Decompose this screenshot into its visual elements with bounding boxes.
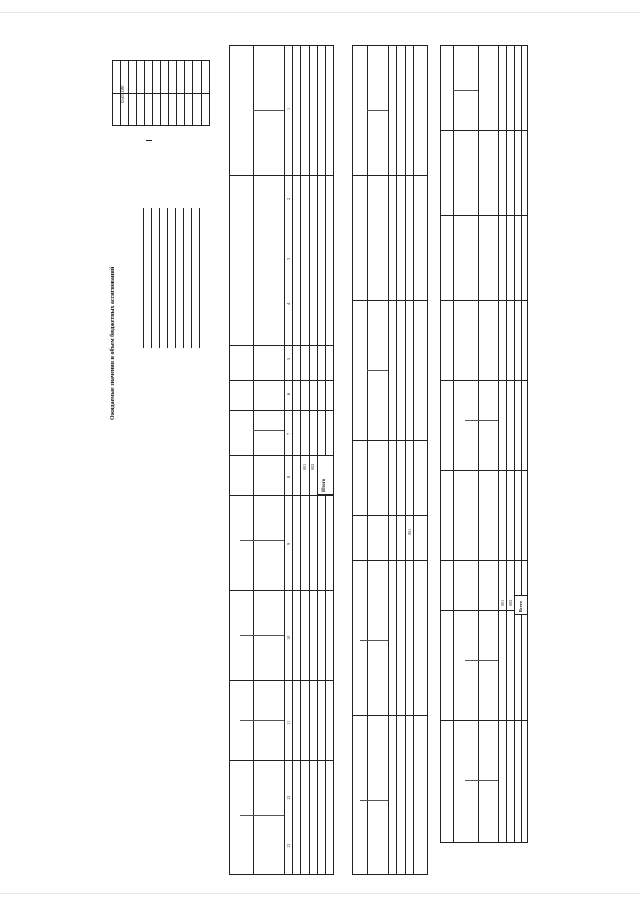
table-line bbox=[440, 470, 528, 471]
col-number: 8 bbox=[286, 475, 291, 478]
table-line bbox=[465, 780, 498, 781]
table-line bbox=[440, 720, 528, 721]
table-line bbox=[240, 720, 284, 721]
table-line bbox=[405, 45, 406, 875]
scan-edge bbox=[0, 893, 640, 894]
col-number: 7 bbox=[286, 432, 291, 435]
table-line bbox=[514, 45, 515, 843]
table-line bbox=[253, 430, 284, 431]
col-number: 1 bbox=[286, 107, 291, 110]
total-label: Итого bbox=[322, 478, 327, 492]
table-line bbox=[413, 45, 414, 875]
title-underline bbox=[146, 140, 152, 141]
table-line bbox=[229, 175, 334, 176]
field-line bbox=[191, 208, 192, 348]
table-line bbox=[352, 515, 428, 516]
field-line bbox=[167, 208, 168, 348]
table-line bbox=[229, 345, 334, 346]
field-line bbox=[175, 208, 176, 348]
table-line bbox=[292, 45, 293, 875]
table-line bbox=[367, 45, 368, 875]
document-title: Ожидаемые значения и объем бюджетных ассигнований bbox=[110, 266, 116, 420]
table-line bbox=[440, 215, 528, 216]
table-line bbox=[440, 380, 528, 381]
col-number: 11 bbox=[286, 720, 291, 725]
codes-col-line bbox=[112, 93, 210, 94]
row-code: 002 bbox=[508, 599, 513, 606]
table-line bbox=[229, 495, 334, 496]
col-number: 5 bbox=[286, 357, 291, 360]
table-line bbox=[440, 300, 528, 301]
table-line bbox=[352, 175, 428, 176]
col-number: 3 bbox=[286, 257, 291, 260]
row-code: 001 bbox=[302, 463, 307, 470]
table-line bbox=[360, 640, 388, 641]
table-line bbox=[352, 560, 428, 561]
col-number: 9 bbox=[286, 542, 291, 545]
scan-edge bbox=[0, 12, 640, 13]
field-line bbox=[159, 208, 160, 348]
table-line bbox=[240, 815, 284, 816]
table-line bbox=[453, 90, 478, 91]
field-line bbox=[183, 208, 184, 348]
table-line bbox=[440, 560, 528, 561]
table-line bbox=[253, 110, 284, 111]
table-line bbox=[229, 380, 334, 381]
table-line bbox=[440, 130, 528, 131]
table-line bbox=[478, 45, 479, 843]
table-line bbox=[240, 635, 284, 636]
col-number: 10 bbox=[286, 635, 291, 640]
col-number: 13 bbox=[286, 843, 291, 848]
row-code: 001 bbox=[407, 528, 412, 535]
table-line bbox=[229, 590, 334, 591]
table-line bbox=[352, 440, 428, 441]
col-number: 2 bbox=[286, 197, 291, 200]
field-line bbox=[143, 208, 144, 348]
table-line bbox=[521, 45, 522, 843]
table-line bbox=[360, 800, 388, 801]
table-line bbox=[388, 45, 389, 875]
table-line bbox=[352, 300, 428, 301]
row-code: 001 bbox=[500, 599, 505, 606]
table-line bbox=[229, 410, 334, 411]
field-line bbox=[151, 208, 152, 348]
table-line bbox=[300, 45, 301, 875]
table-line bbox=[367, 370, 388, 371]
table-line bbox=[465, 420, 498, 421]
table-line bbox=[253, 45, 254, 875]
section-1-1-table bbox=[352, 45, 428, 875]
table-line bbox=[506, 45, 507, 843]
table-line bbox=[284, 45, 285, 875]
okud-code: 0505180 bbox=[121, 85, 126, 103]
col-number: 4 bbox=[286, 302, 291, 305]
table-line bbox=[240, 540, 284, 541]
table-line bbox=[229, 680, 334, 681]
table-line bbox=[229, 760, 334, 761]
total-label: Всего bbox=[518, 601, 523, 612]
table-line bbox=[453, 45, 454, 843]
table-line bbox=[352, 715, 428, 716]
row-code: 002 bbox=[310, 463, 315, 470]
col-number: 12 bbox=[286, 795, 291, 800]
table-line bbox=[498, 45, 499, 843]
table-line bbox=[396, 45, 397, 875]
col-number: 6 bbox=[286, 392, 291, 395]
field-line bbox=[199, 208, 200, 348]
table-line bbox=[367, 110, 388, 111]
table-line bbox=[465, 660, 498, 661]
table-line bbox=[309, 45, 310, 875]
